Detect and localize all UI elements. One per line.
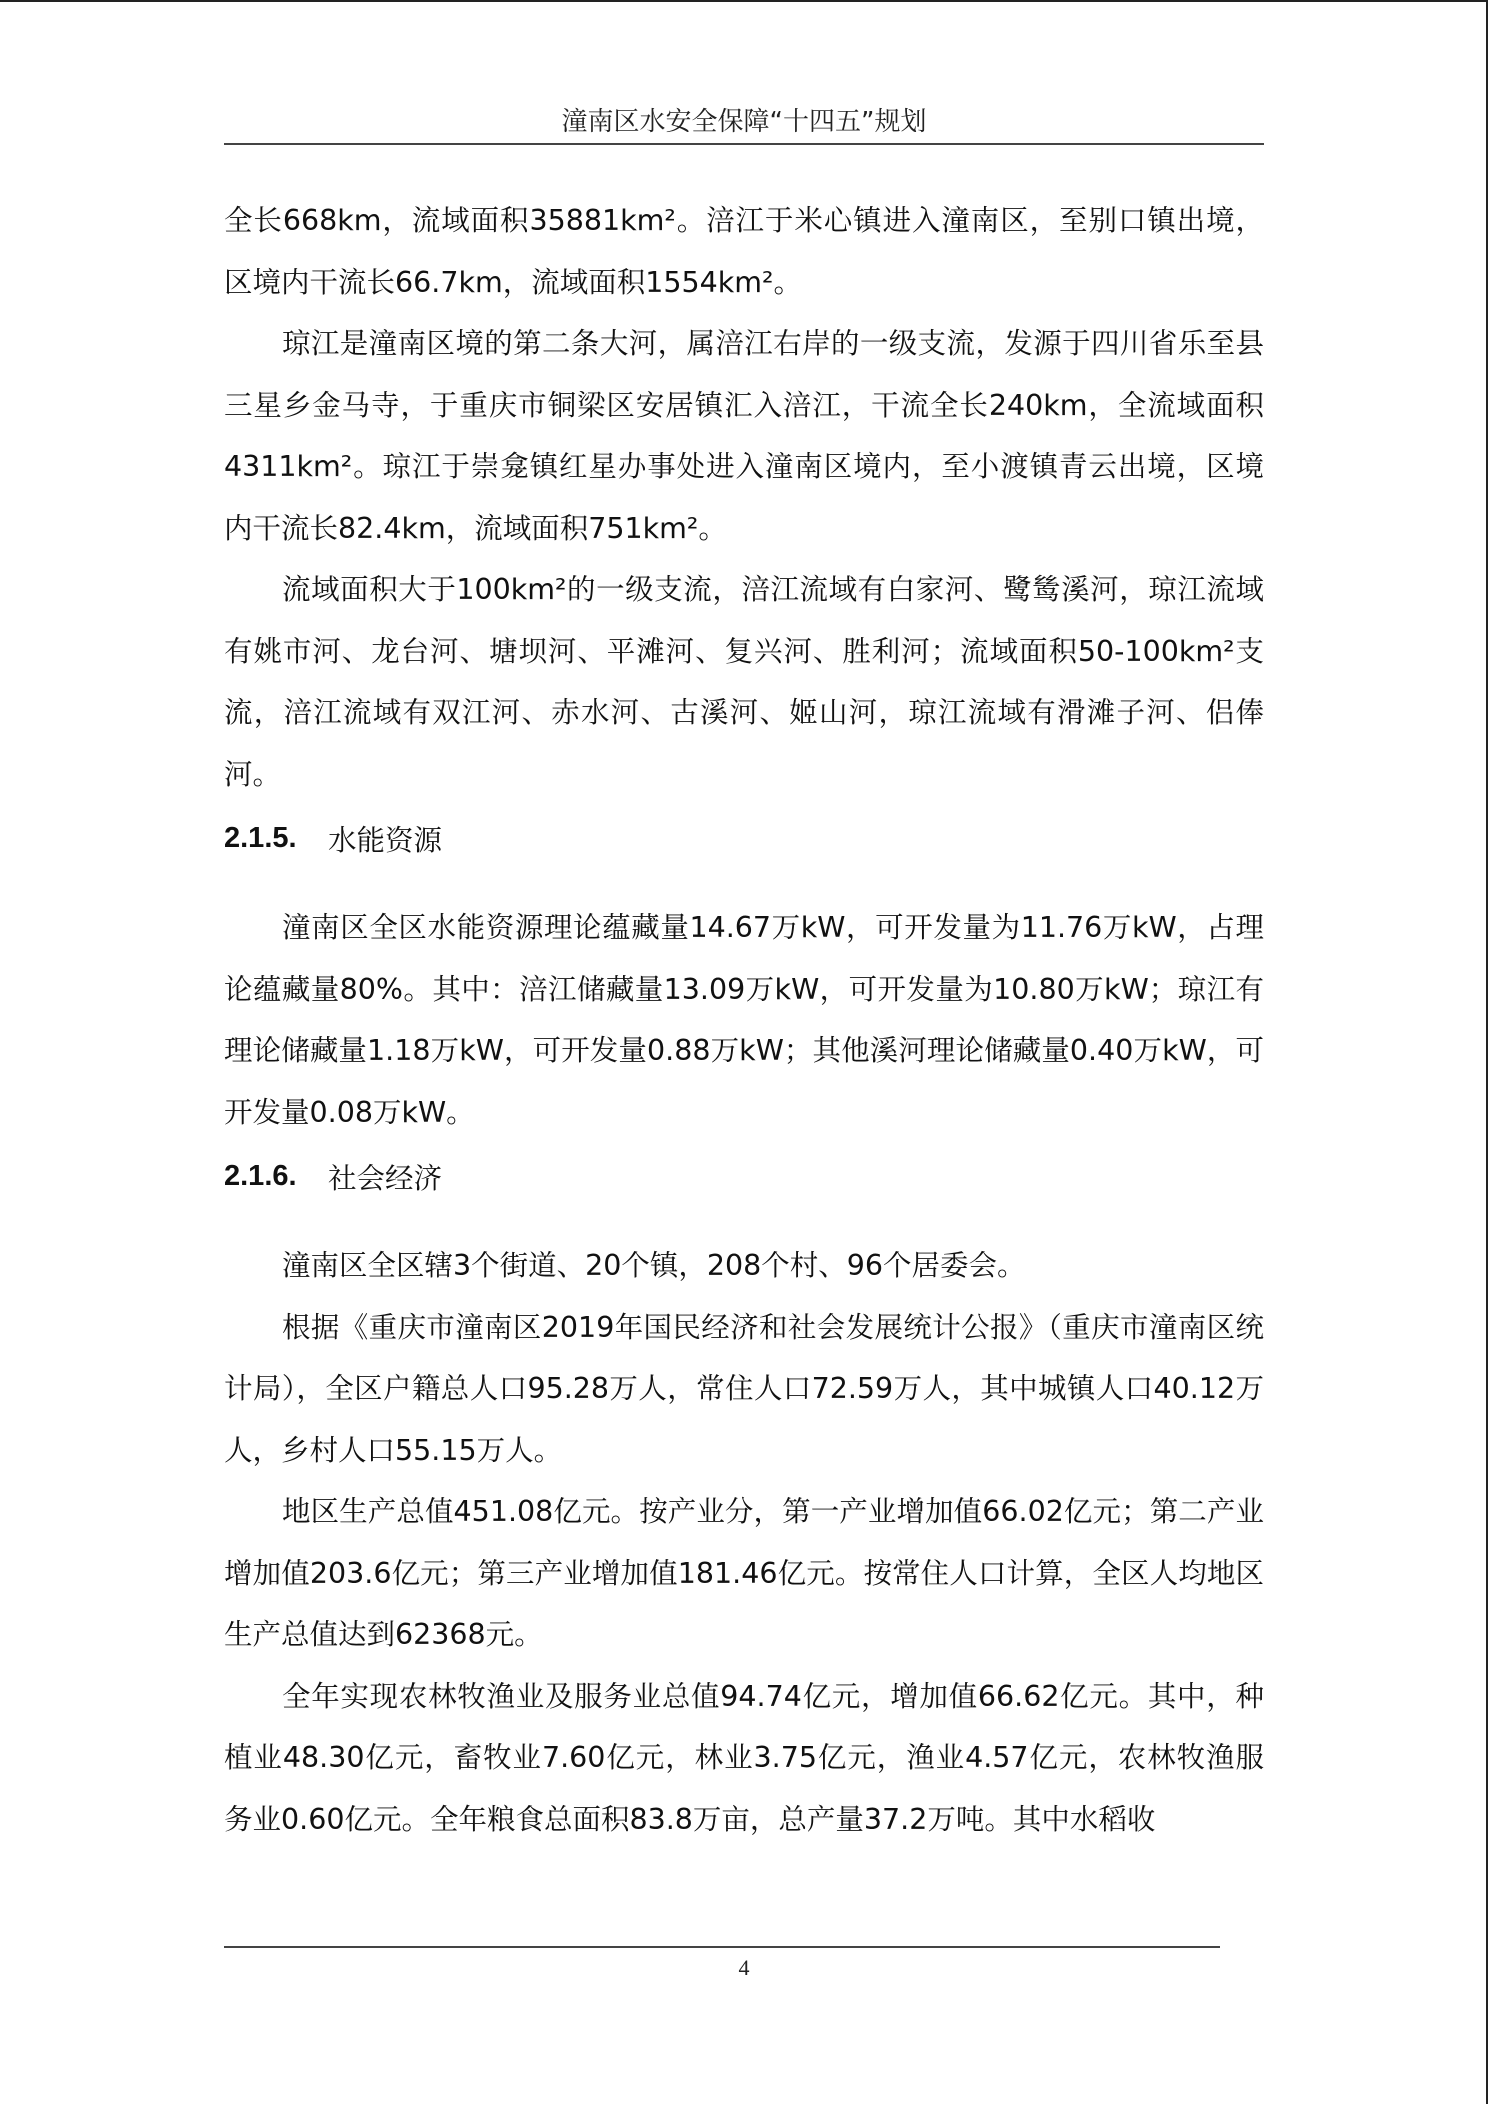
page-body [224,190,1264,1850]
paragraph-gdp: 地区生产总值451.08亿元。按产业分，第一产业增加值66.02亿元；第二产业增加值203.6亿元；第三产业增加值181.46亿元。按常住人口计算，全区人均地区生产总值达到62368元。 [224,1495,1264,1651]
running-header: 潼南区水安全保障“十四五”规划 [561,107,927,137]
page-number: 4 [738,1955,750,1980]
section-heading-economy [224,1145,1264,1207]
section-heading-hydropower [224,807,1264,869]
paragraph-fujiang-length: 全长668km，流域面积35881km²。涪江于米心镇进入潼南区，至别口镇出境，区境内干流长66.7km，流域面积1554km²。 [224,204,1264,299]
section-number: 2.1.5. [224,821,297,854]
section-number: 2.1.6. [224,1159,297,1192]
paragraph-agriculture: 全年实现农林牧渔业及服务业总值94.74亿元，增加值66.62亿元。其中，种植业48.30亿元，畜牧业7.60亿元，林业3.75亿元，渔业4.57亿元，农林牧渔服务业0.60亿元。全年粮食总面积83.8万亩，总产量37.2万吨。其中水稻收 [224,1679,1264,1836]
paragraph-hydropower: 潼南区全区水能资源理论蕴藏量14.67万kW，可开发量为11.76万kW，占理论蕴藏量80%。其中：涪江储藏量13.09万kW，可开发量为10.80万kW；琼江有理论储藏量1.18万kW，可开发量0.88万kW；其他溪河理论储藏量0.40万kW，可开发量0.08万kW。 [224,911,1264,1129]
paragraph-admin-divisions: 潼南区全区辖3个街道、20个镇，208个村、96个居委会。 [282,1249,1026,1282]
page-border-top [0,0,1488,2]
footer-rule [224,1946,1220,1948]
section-title: 水能资源 [328,823,443,857]
paragraph-tributaries: 流域面积大于100km²的一级支流，涪江流域有白家河、鹭鸶溪河，琼江流域有姚市河、龙台河、塘坝河、平滩河、复兴河、胜利河；流域面积50-100km²支流，涪江流域有双江河、赤水河、古溪河、姬山河，琼江流域有滑滩子河、侣俸河。 [224,573,1264,791]
section-title: 社会经济 [328,1161,443,1195]
paragraph-population: 根据《重庆市潼南区2019年国民经济和社会发展统计公报》（重庆市潼南区统计局），全区户籍总人口95.28万人，常住人口72.59万人，其中城镇人口40.12万人，乡村人口55.15万人。 [224,1310,1264,1467]
paragraph-qiongjiang: 琼江是潼南区境的第二条大河，属涪江右岸的一级支流，发源于四川省乐至县三星乡金马寺，于重庆市铜梁区安居镇汇入涪江，干流全长240km，全流域面积4311km²。琼江于崇龛镇红星办事处进入潼南区境内，至小渡镇青云出境，区境内干流长82.4km，流域面积751km²。 [224,327,1264,545]
header-rule [224,143,1264,145]
